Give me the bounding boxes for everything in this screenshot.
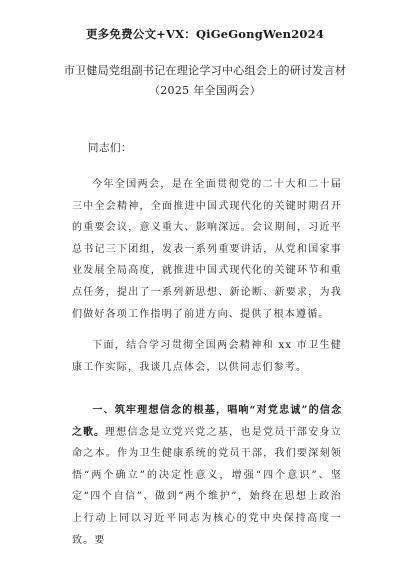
paragraph-3 (72, 400, 342, 551)
paragraph-1-text: 今年全国两会，是在全面贯彻党的二十大和二十届三中全会精神，全面推进中国式现代化的关键时期召开的重要会议，意义重大、影响深远。会议期间，习近平总书记三下团组，发表一系列重要讲话，从党和国家事业发展全局高度，就推进中国式现代化的关键环节和重点任务，提出了一系列新思想、新论断、新要求，为我们做好各项工作指明了前进方向、提供了根本遵循。 (72, 179, 342, 320)
watermark-text: 更多免费公文+VX：QiGeGongWen2024 (85, 27, 325, 41)
paragraph-2 (72, 335, 342, 378)
salutation: 同志们： (88, 142, 132, 154)
document-subtitle: （2025 年全国两会） (148, 84, 262, 97)
document-title: 市卫健局党组副书记在理论学习中心组会上的研讨发言材 (63, 64, 347, 77)
paragraph-1 (72, 174, 342, 325)
section-heading: 一、筑牢理想信念的根基，唱响“对党忠诚”的信念之歌。 (72, 405, 342, 438)
paragraph-3-text: 理想信念是立党兴党之基，也是党员干部安身立命之本。作为卫生健康系统的党员干部，我们要深刻领悟“两个确立”的决定性意义，增强“四个意识”、坚定“四个自信”、做到“两个维护”，始终在思想上政治上行动上同以习近平同志为核心的党中央保持高度一致。要 (72, 426, 343, 546)
paragraph-2-text: 下面，结合学习贯彻全国两会精神和 xx 市卫生健康工作实际，我谈几点体会，以供同志们参考。 (72, 340, 342, 373)
